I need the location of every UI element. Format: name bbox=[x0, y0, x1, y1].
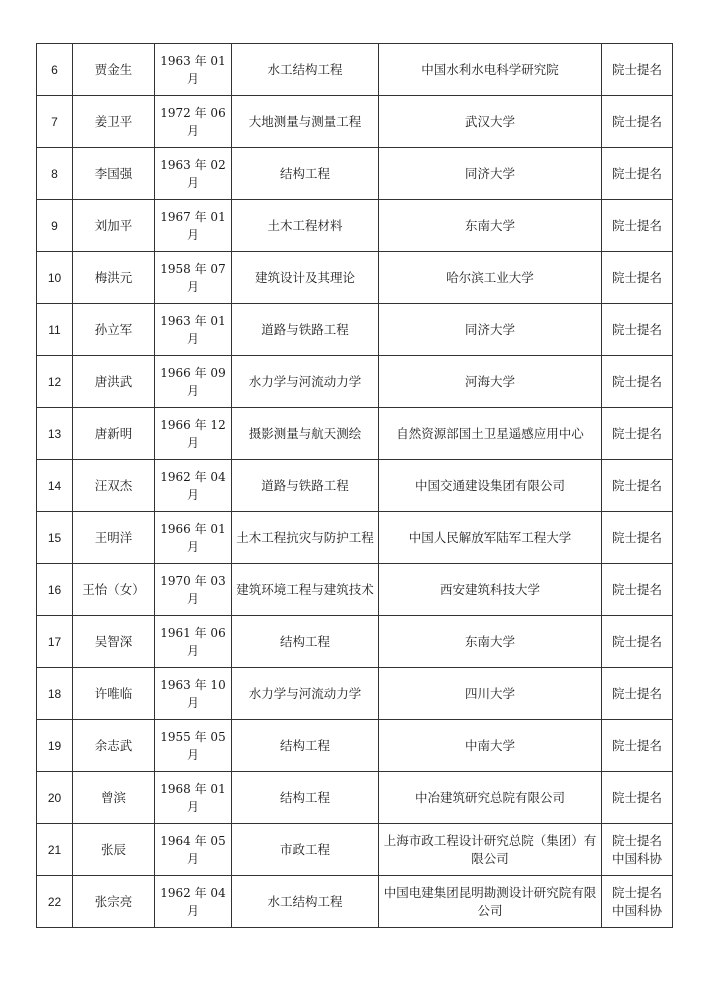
discipline: 道路与铁路工程 bbox=[232, 304, 379, 356]
nomination-source: 院士提名 bbox=[602, 356, 673, 408]
row-index: 20 bbox=[37, 772, 73, 824]
nomination-source: 院士提名 bbox=[602, 200, 673, 252]
table-row bbox=[37, 44, 673, 96]
discipline: 水力学与河流动力学 bbox=[232, 668, 379, 720]
nomination-source: 院士提名 bbox=[602, 252, 673, 304]
nomination-source: 院士提名 bbox=[602, 304, 673, 356]
table-row bbox=[37, 408, 673, 460]
row-index: 19 bbox=[37, 720, 73, 772]
nomination-source: 院士提名 bbox=[602, 512, 673, 564]
table-row bbox=[37, 304, 673, 356]
candidate-name: 刘加平 bbox=[73, 200, 155, 252]
candidate-name: 贾金生 bbox=[73, 44, 155, 96]
row-index: 7 bbox=[37, 96, 73, 148]
birth-date: 1972 年 06 月 bbox=[155, 96, 232, 148]
row-index: 22 bbox=[37, 876, 73, 928]
birth-date: 1962 年 04 月 bbox=[155, 460, 232, 512]
birth-date: 1968 年 01 月 bbox=[155, 772, 232, 824]
table-row bbox=[37, 824, 673, 876]
discipline: 结构工程 bbox=[232, 772, 379, 824]
table-row bbox=[37, 96, 673, 148]
discipline: 道路与铁路工程 bbox=[232, 460, 379, 512]
birth-date: 1962 年 04 月 bbox=[155, 876, 232, 928]
work-unit: 同济大学 bbox=[379, 304, 602, 356]
candidate-name: 唐新明 bbox=[73, 408, 155, 460]
candidate-table-body bbox=[37, 44, 673, 928]
work-unit: 中国电建集团昆明勘测设计研究院有限公司 bbox=[379, 876, 602, 928]
candidate-name: 李国强 bbox=[73, 148, 155, 200]
discipline: 结构工程 bbox=[232, 616, 379, 668]
discipline: 土木工程材料 bbox=[232, 200, 379, 252]
discipline: 建筑环境工程与建筑技术 bbox=[232, 564, 379, 616]
row-index: 13 bbox=[37, 408, 73, 460]
discipline: 水力学与河流动力学 bbox=[232, 356, 379, 408]
nomination-source: 院士提名 中国科协 bbox=[602, 824, 673, 876]
nomination-source: 院士提名 bbox=[602, 668, 673, 720]
birth-date: 1958 年 07 月 bbox=[155, 252, 232, 304]
candidate-name: 吴智深 bbox=[73, 616, 155, 668]
table-row bbox=[37, 356, 673, 408]
table-row bbox=[37, 564, 673, 616]
table-row bbox=[37, 668, 673, 720]
birth-date: 1966 年 01 月 bbox=[155, 512, 232, 564]
birth-date: 1963 年 02 月 bbox=[155, 148, 232, 200]
work-unit: 同济大学 bbox=[379, 148, 602, 200]
nomination-source: 院士提名 bbox=[602, 720, 673, 772]
birth-date: 1961 年 06 月 bbox=[155, 616, 232, 668]
work-unit: 中国人民解放军陆军工程大学 bbox=[379, 512, 602, 564]
row-index: 8 bbox=[37, 148, 73, 200]
table-row bbox=[37, 148, 673, 200]
discipline: 建筑设计及其理论 bbox=[232, 252, 379, 304]
candidate-name: 孙立军 bbox=[73, 304, 155, 356]
nomination-source: 院士提名 bbox=[602, 148, 673, 200]
work-unit: 东南大学 bbox=[379, 616, 602, 668]
row-index: 9 bbox=[37, 200, 73, 252]
work-unit: 自然资源部国土卫星遥感应用中心 bbox=[379, 408, 602, 460]
candidate-name: 王明洋 bbox=[73, 512, 155, 564]
work-unit: 上海市政工程设计研究总院（集团）有限公司 bbox=[379, 824, 602, 876]
row-index: 21 bbox=[37, 824, 73, 876]
row-index: 16 bbox=[37, 564, 73, 616]
discipline: 结构工程 bbox=[232, 148, 379, 200]
candidate-name: 许唯临 bbox=[73, 668, 155, 720]
discipline: 市政工程 bbox=[232, 824, 379, 876]
candidate-table bbox=[36, 43, 673, 928]
nomination-source: 院士提名 bbox=[602, 564, 673, 616]
candidate-list-page bbox=[36, 43, 672, 928]
nomination-source: 院士提名 bbox=[602, 616, 673, 668]
nomination-source: 院士提名 bbox=[602, 460, 673, 512]
discipline: 摄影测量与航天测绘 bbox=[232, 408, 379, 460]
birth-date: 1966 年 12 月 bbox=[155, 408, 232, 460]
discipline: 土木工程抗灾与防护工程 bbox=[232, 512, 379, 564]
row-index: 14 bbox=[37, 460, 73, 512]
table-row bbox=[37, 512, 673, 564]
candidate-name: 唐洪武 bbox=[73, 356, 155, 408]
work-unit: 武汉大学 bbox=[379, 96, 602, 148]
work-unit: 中冶建筑研究总院有限公司 bbox=[379, 772, 602, 824]
row-index: 12 bbox=[37, 356, 73, 408]
table-row bbox=[37, 720, 673, 772]
work-unit: 东南大学 bbox=[379, 200, 602, 252]
birth-date: 1955 年 05 月 bbox=[155, 720, 232, 772]
table-row bbox=[37, 772, 673, 824]
row-index: 15 bbox=[37, 512, 73, 564]
candidate-name: 曾滨 bbox=[73, 772, 155, 824]
work-unit: 西安建筑科技大学 bbox=[379, 564, 602, 616]
birth-date: 1970 年 03 月 bbox=[155, 564, 232, 616]
work-unit: 哈尔滨工业大学 bbox=[379, 252, 602, 304]
birth-date: 1963 年 10 月 bbox=[155, 668, 232, 720]
work-unit: 中国水利水电科学研究院 bbox=[379, 44, 602, 96]
nomination-source: 院士提名 bbox=[602, 44, 673, 96]
row-index: 10 bbox=[37, 252, 73, 304]
work-unit: 中南大学 bbox=[379, 720, 602, 772]
work-unit: 四川大学 bbox=[379, 668, 602, 720]
candidate-name: 王怡（女） bbox=[73, 564, 155, 616]
table-row bbox=[37, 616, 673, 668]
row-index: 11 bbox=[37, 304, 73, 356]
discipline: 大地测量与测量工程 bbox=[232, 96, 379, 148]
candidate-name: 余志武 bbox=[73, 720, 155, 772]
nomination-source: 院士提名 bbox=[602, 408, 673, 460]
table-row bbox=[37, 460, 673, 512]
discipline: 结构工程 bbox=[232, 720, 379, 772]
candidate-name: 姜卫平 bbox=[73, 96, 155, 148]
row-index: 6 bbox=[37, 44, 73, 96]
row-index: 17 bbox=[37, 616, 73, 668]
work-unit: 中国交通建设集团有限公司 bbox=[379, 460, 602, 512]
birth-date: 1966 年 09 月 bbox=[155, 356, 232, 408]
table-row bbox=[37, 200, 673, 252]
nomination-source: 院士提名 bbox=[602, 772, 673, 824]
candidate-name: 张辰 bbox=[73, 824, 155, 876]
discipline: 水工结构工程 bbox=[232, 44, 379, 96]
candidate-name: 汪双杰 bbox=[73, 460, 155, 512]
birth-date: 1963 年 01 月 bbox=[155, 304, 232, 356]
birth-date: 1963 年 01 月 bbox=[155, 44, 232, 96]
candidate-name: 梅洪元 bbox=[73, 252, 155, 304]
table-row bbox=[37, 252, 673, 304]
birth-date: 1964 年 05 月 bbox=[155, 824, 232, 876]
birth-date: 1967 年 01 月 bbox=[155, 200, 232, 252]
row-index: 18 bbox=[37, 668, 73, 720]
nomination-source: 院士提名 中国科协 bbox=[602, 876, 673, 928]
discipline: 水工结构工程 bbox=[232, 876, 379, 928]
candidate-name: 张宗亮 bbox=[73, 876, 155, 928]
table-row bbox=[37, 876, 673, 928]
work-unit: 河海大学 bbox=[379, 356, 602, 408]
nomination-source: 院士提名 bbox=[602, 96, 673, 148]
